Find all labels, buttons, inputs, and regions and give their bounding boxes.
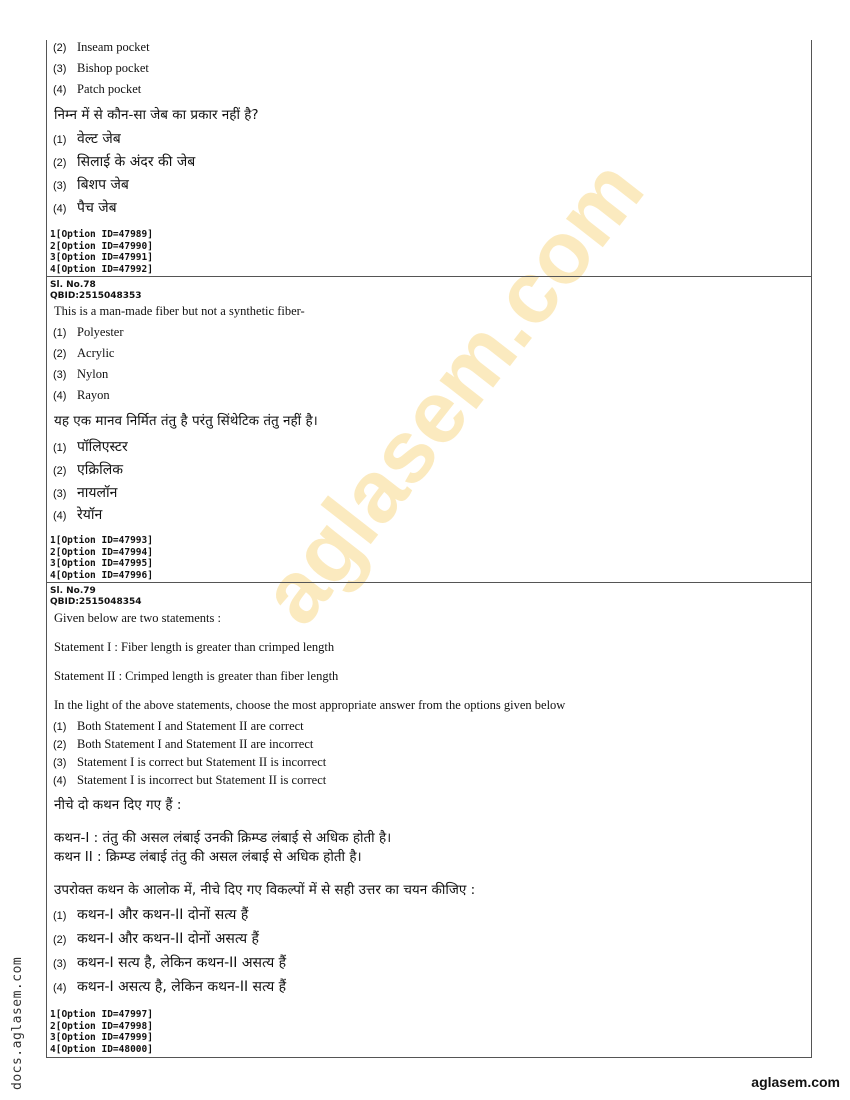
q79-option-hi-3: (3) कथन-I सत्य है, लेकिन कथन-II असत्य हैं [53, 955, 287, 971]
q77-option-hi-2: (2) सिलाई के अंदर की जेब [53, 154, 196, 170]
q77-option-hi-4: (4) पैच जेब [53, 200, 117, 216]
q78-meta: Sl. No.78 QBID:2515048353 [50, 280, 142, 301]
footer-brand: aglasem.com [751, 1074, 840, 1090]
divider [46, 1057, 811, 1058]
q79-statement2-hi: कथन II : क्रिम्प्ड लंबाई तंतु की असल लंबाई से अधिक होती है। [54, 849, 362, 865]
divider [46, 582, 811, 583]
q79-statement1-en: Statement I : Fiber length is greater than crimped length [54, 640, 335, 654]
q79-option-en-2: (2) Both Statement I and Statement II are incorrect [53, 737, 314, 751]
q77-option-ids: 1[Option ID=47989] 2[Option ID=47990] 3[Option ID=47991] 4[Option ID=47992] [50, 229, 153, 275]
q79-option-hi-1: (1) कथन-I और कथन-II दोनों सत्य हैं [53, 907, 249, 923]
q78-option-ids: 1[Option ID=47993] 2[Option ID=47994] 3[Option ID=47995] 4[Option ID=47996] [50, 535, 153, 581]
q79-option-en-4: (4) Statement I is incorrect but Statement II is correct [53, 773, 327, 787]
q78-option-en-4: (4) Rayon [53, 388, 110, 402]
q78-option-hi-1: (1) पॉलिएस्टर [53, 439, 128, 455]
q78-question-en: This is a man-made fiber but not a synthetic fiber- [54, 304, 305, 318]
q77-option-en-2: (2) Inseam pocket [53, 40, 150, 54]
q79-meta: Sl. No.79 QBID:2515048354 [50, 586, 142, 607]
q78-option-hi-3: (3) नायलॉन [53, 485, 118, 501]
q79-statement1-hi: कथन-I : तंतु की असल लंबाई उनकी क्रिम्प्ड लंबाई से अधिक होती है। [54, 830, 392, 846]
q79-option-hi-4: (4) कथन-I असत्य है, लेकिन कथन-II सत्य हैं [53, 979, 287, 995]
q79-statement2-en: Statement II : Crimped length is greater than fiber length [54, 669, 339, 683]
q78-option-hi-4: (4) रेयॉन [53, 507, 103, 523]
q78-option-en-1: (1) Polyester [53, 325, 124, 339]
q77-option-hi-3: (3) बिशप जेब [53, 177, 129, 193]
q77-option-en-3: (3) Bishop pocket [53, 61, 149, 75]
q78-option-hi-2: (2) एक्रिलिक [53, 462, 123, 478]
side-url: docs.aglasem.com [10, 956, 25, 1090]
watermark: aglasem.com [240, 141, 663, 642]
q79-intro-hi: नीचे दो कथन दिए गए हैं : [54, 797, 182, 813]
q77-option-hi-1: (1) वेल्ट जेब [53, 131, 121, 147]
q79-instruction-en: In the light of the above statements, choose the most appropriate answer from the options given below [54, 698, 566, 712]
q78-question-hi: यह एक मानव निर्मित तंतु है परंतु सिंथेटिक तंतु नहीं है। [54, 413, 318, 429]
q77-question-hi: निम्न में से कौन-सा जेब का प्रकार नहीं है? [54, 107, 259, 123]
q79-intro-en: Given below are two statements : [54, 611, 221, 625]
q77-option-en-4: (4) Patch pocket [53, 82, 142, 96]
q78-option-en-3: (3) Nylon [53, 367, 109, 381]
q79-instruction-hi: उपरोक्त कथन के आलोक में, नीचे दिए गए विकल्पों में से सही उत्तर का चयन कीजिए : [54, 882, 476, 898]
q78-option-en-2: (2) Acrylic [53, 346, 115, 360]
q79-option-ids: 1[Option ID=47997] 2[Option ID=47998] 3[Option ID=47999] 4[Option ID=48000] [50, 1009, 153, 1055]
q79-option-en-3: (3) Statement I is correct but Statement II is incorrect [53, 755, 327, 769]
q79-option-en-1: (1) Both Statement I and Statement II are correct [53, 719, 304, 733]
q79-option-hi-2: (2) कथन-I और कथन-II दोनों असत्य हैं [53, 931, 259, 947]
divider [46, 276, 811, 277]
